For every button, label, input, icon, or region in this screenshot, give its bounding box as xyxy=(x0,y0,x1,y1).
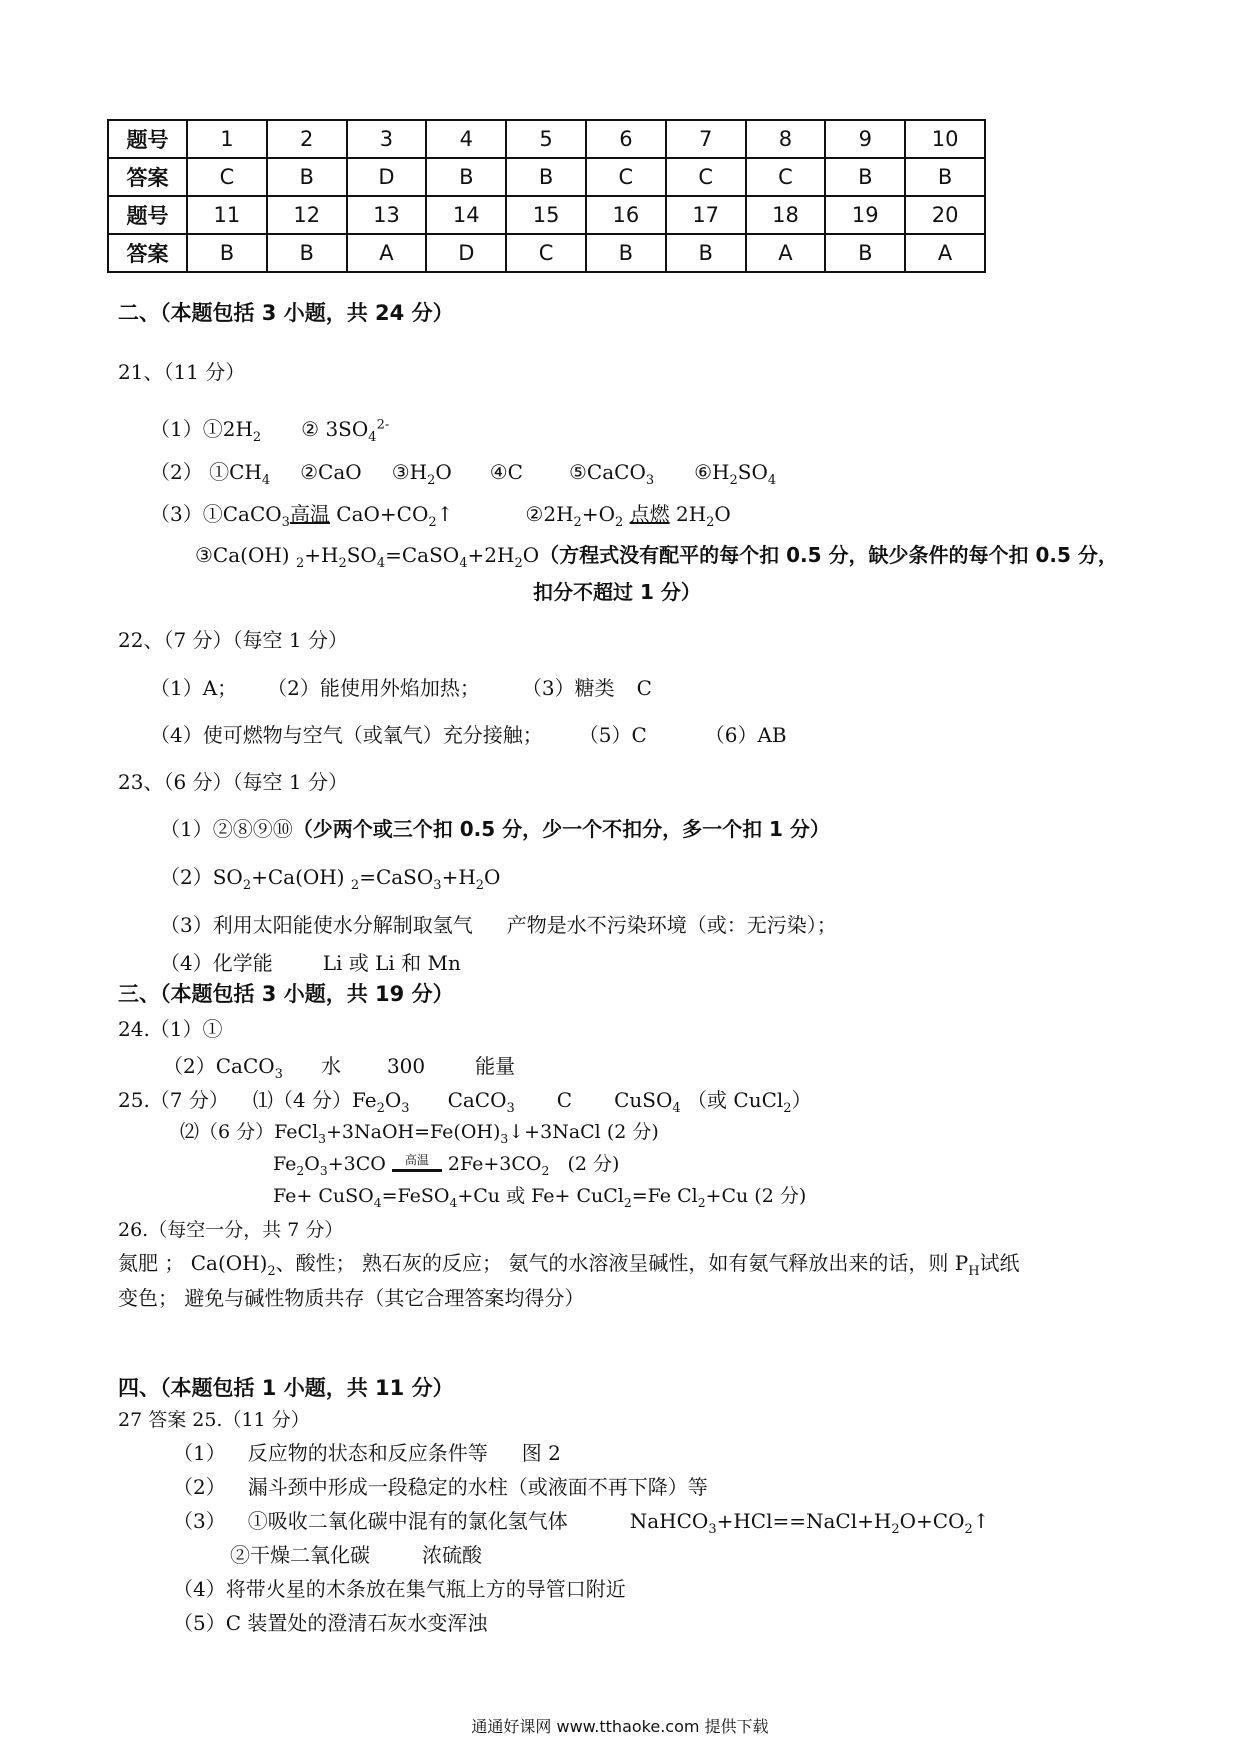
table-cell: 4 xyxy=(426,120,506,158)
q21-part3-line2: ③Ca(OH) $_2+H_2SO_4=CaSO_4+2H_2O$（方程式没有配平的每个扣 0.5 分，缺少条件的每个扣 0.5 分， xyxy=(195,543,1118,571)
q27-line6: （5）C 装置处的澄清石灰水变浑浊 xyxy=(173,1611,488,1635)
q23-line1: （1）②⑧⑨⑩（少两个或三个扣 0.5 分，少一个不扣分，多一个扣 1 分） xyxy=(160,817,830,841)
table-cell: B xyxy=(267,158,347,196)
table-cell: 10 xyxy=(905,120,985,158)
q23-line2: $(2)SO_2+Ca(OH)$ $_2=CaSO_3+H_2O$ xyxy=(160,865,501,893)
q24-line2: （2）CaCO$_3$ 水 300 能量 xyxy=(163,1054,516,1082)
table-cell: A xyxy=(905,234,985,272)
q25-line4: Fe+ CuSO$_4$=FeSO$_4$+Cu 或 Fe+ CuCl$_2$=Fe $Cl_2+Cu$ (2 分) xyxy=(273,1185,807,1210)
table-cell: D xyxy=(347,158,427,196)
q26-line1: 氮肥 ； $Ca(OH)_2$、酸性； 熟石灰的反应； 氨气的水溶液呈碱性，如有氨气释放出来的话，则 $P_H$试纸 xyxy=(118,1251,1020,1279)
table-cell: 14 xyxy=(426,196,506,234)
table-cell: 8 xyxy=(746,120,826,158)
q27-line2: （2） 漏斗颈中形成一段稳定的水柱（或液面不再下降）等 xyxy=(173,1475,708,1499)
table-cell: D xyxy=(426,234,506,272)
table-cell: B xyxy=(267,234,347,272)
row-header: 答案 xyxy=(108,234,187,272)
q21-part1: $(1)①2H_2$ ② $3SO_4^{2-}$ xyxy=(150,417,390,445)
q27-line4: ②干燥二氧化碳 浓硫酸 xyxy=(230,1543,482,1567)
q23-line4: （4）化学能 Li 或 Li 和 Mn xyxy=(160,951,461,975)
row-header: 题号 xyxy=(108,120,187,158)
q22-line1: （1）A； （2）能使用外焰加热； （3）糖类 C xyxy=(150,676,652,700)
table-cell: B xyxy=(426,158,506,196)
q23-title: 23、（6 分）（每空 1 分） xyxy=(118,770,348,794)
table-row xyxy=(108,120,985,158)
page-footer: 通通好课网 www.tthaoke.com 提供下载 xyxy=(471,1717,769,1736)
table-row xyxy=(108,158,985,196)
table-cell: C xyxy=(506,234,586,272)
q21-part3-line1: （3）①CaCO$_3$高温 $CaO+CO_2↑$ $②2H_2+O_2$ 点燃 $2H_2O$ xyxy=(150,502,731,530)
q27-line1: （1） 反应物的状态和反应条件等 图 2 xyxy=(173,1441,561,1465)
q21-note-cont: 扣分不超过 1 分） xyxy=(533,580,701,604)
row-header: 题号 xyxy=(108,196,187,234)
table-cell: 12 xyxy=(267,196,347,234)
table-cell: C xyxy=(746,158,826,196)
table-cell: B xyxy=(586,234,666,272)
table-cell: 18 xyxy=(746,196,826,234)
table-cell: C xyxy=(666,158,746,196)
q27-title: 27 答案 25.（11 分） xyxy=(118,1409,310,1431)
table-cell: 20 xyxy=(905,196,985,234)
table-cell: 15 xyxy=(506,196,586,234)
q25-line1: 25.（7 分） ⑴（4 分）$Fe_2O_3$ CaCO$_3$ C CuSO$_4$ （或 CuCl$_2$） xyxy=(118,1088,812,1116)
q22-title: 22、（7 分）（每空 1 分） xyxy=(118,628,348,652)
table-cell: B xyxy=(506,158,586,196)
table-cell: 13 xyxy=(347,196,427,234)
table-cell: 2 xyxy=(267,120,347,158)
table-cell: B xyxy=(666,234,746,272)
q23-line3: （3）利用太阳能使水分解制取氢气 产物是水不污染环境（或：无污染）； xyxy=(160,913,837,937)
table-cell: 9 xyxy=(825,120,905,158)
q26-line2: 变色； 避免与碱性物质共存（其它合理答案均得分） xyxy=(118,1286,585,1310)
table-row xyxy=(108,196,985,234)
table-cell: 19 xyxy=(825,196,905,234)
high-temp-condition: 高温 xyxy=(392,1154,442,1172)
section-4-heading: 四、（本题包括 1 小题，共 11 分） xyxy=(118,1376,454,1400)
table-cell: B xyxy=(825,158,905,196)
section-3-heading: 三、（本题包括 3 小题，共 19 分） xyxy=(118,982,454,1006)
table-cell: B xyxy=(825,234,905,272)
table-cell: 11 xyxy=(187,196,267,234)
table-row xyxy=(108,234,985,272)
q25-line2: ⑵（6 分）$FeCl_3+3NaOH=Fe(OH)_3↓+3NaCl$ (2 分) xyxy=(180,1121,659,1146)
table-cell: 3 xyxy=(347,120,427,158)
table-cell: 7 xyxy=(666,120,746,158)
q22-line2: （4）使可燃物与空气（或氧气）充分接触； （5）C （6）AB xyxy=(150,723,787,747)
table-cell: 1 xyxy=(187,120,267,158)
q21-part2: （2） $①CH_4$ ②CaO $③H_2O$ ④C ⑤CaCO$_3$ $⑥H_2SO_4$ xyxy=(150,460,777,488)
table-cell: C xyxy=(586,158,666,196)
table-cell: C xyxy=(187,158,267,196)
answer-table xyxy=(107,119,986,273)
table-cell: A xyxy=(347,234,427,272)
section-2-heading: 二、（本题包括 3 小题，共 24 分） xyxy=(118,301,454,325)
table-cell: A xyxy=(746,234,826,272)
q27-line5: （4）将带火星的木条放在集气瓶上方的导管口附近 xyxy=(173,1577,626,1601)
row-header: 答案 xyxy=(108,158,187,196)
q21-title: 21、（11 分） xyxy=(118,360,246,384)
table-cell: 5 xyxy=(506,120,586,158)
q27-line3: （3） ①吸收二氧化碳中混有的氯化氢气体 $NaHCO_3+HCl==NaCl+H_2O+CO_2↑$ xyxy=(173,1509,990,1537)
table-cell: B xyxy=(187,234,267,272)
table-cell: 17 xyxy=(666,196,746,234)
q25-line3: $Fe_2O_3+3CO$ 高温 $2Fe+3CO_2$ (2 分) xyxy=(273,1153,620,1178)
table-cell: 6 xyxy=(586,120,666,158)
q24-line1: 24.（1）① xyxy=(118,1017,223,1041)
table-cell: B xyxy=(905,158,985,196)
q26-title: 26.（每空一分，共 7 分） xyxy=(118,1219,344,1241)
table-cell: 16 xyxy=(586,196,666,234)
